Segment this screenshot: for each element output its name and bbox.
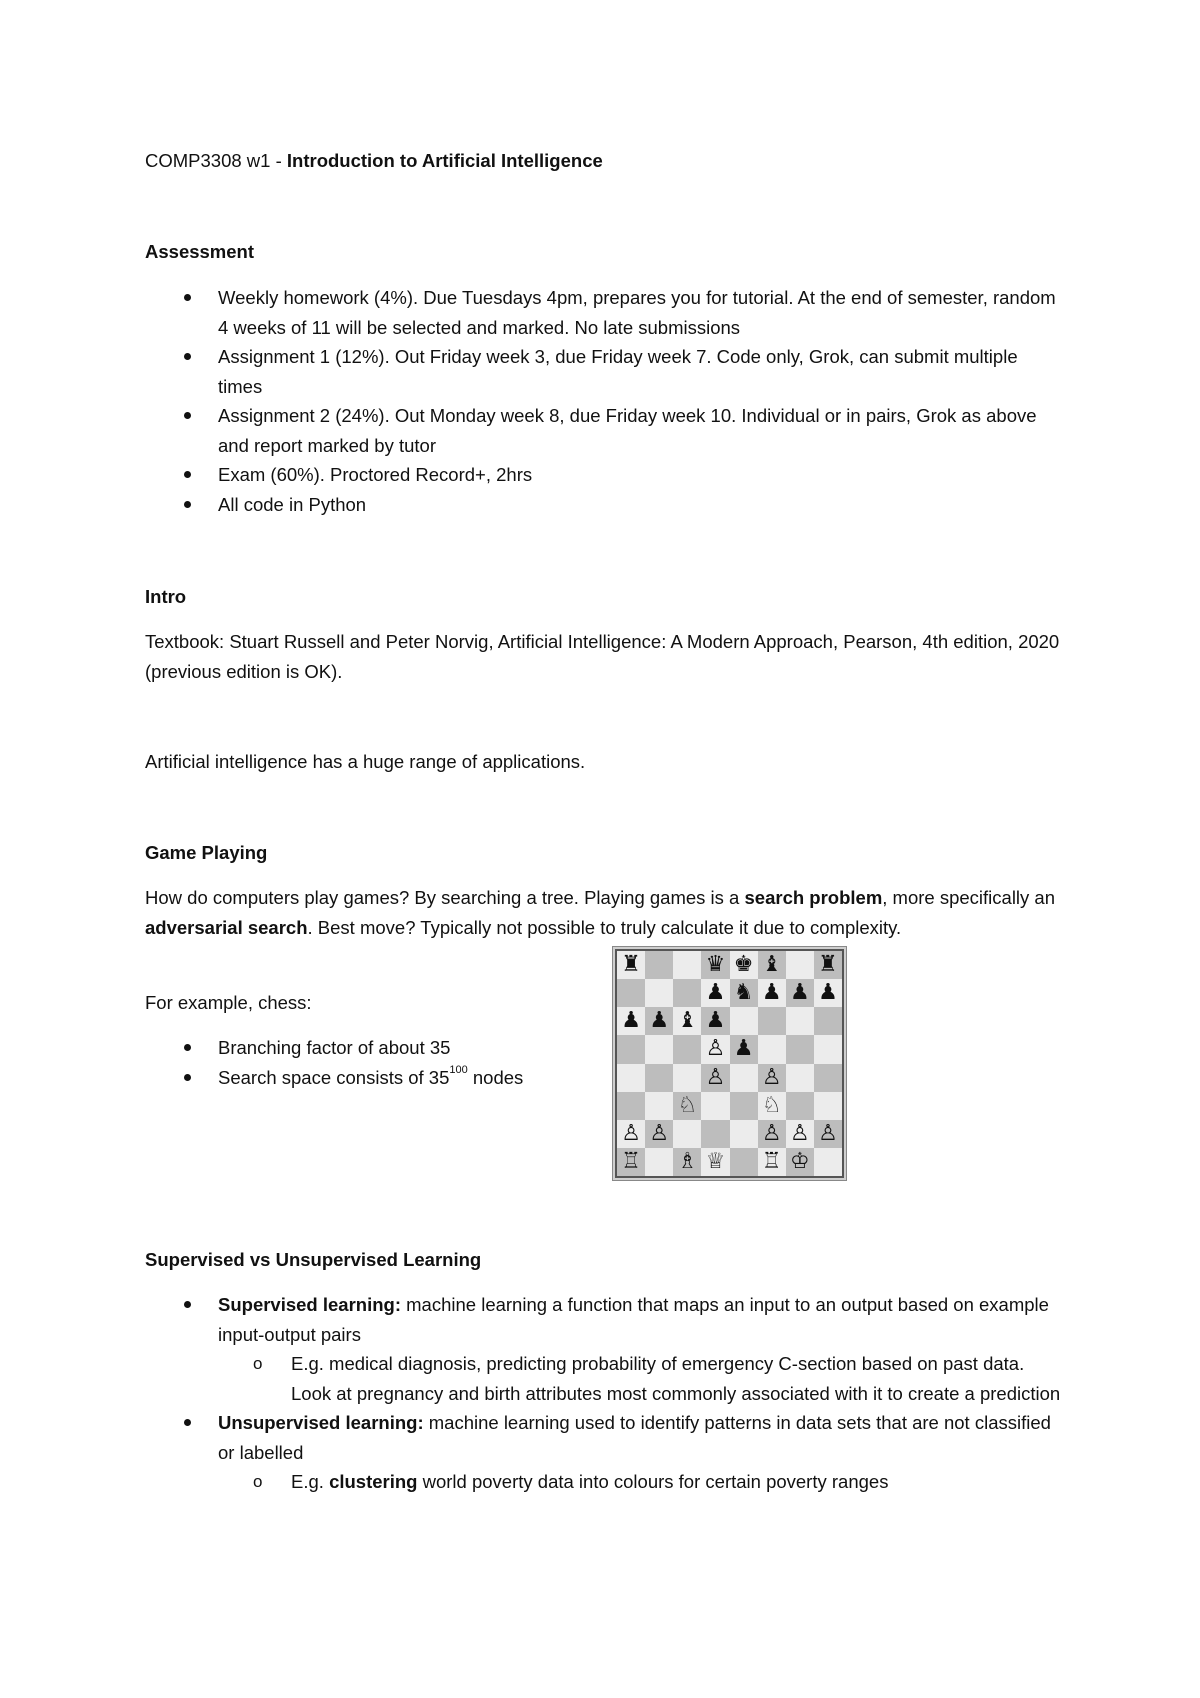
chess-square xyxy=(786,979,814,1007)
title-topic: Introduction to Artificial Intelligence xyxy=(286,150,603,171)
term-clustering: clustering xyxy=(329,1471,418,1492)
chess-square xyxy=(701,1007,729,1035)
chess-square xyxy=(673,1092,701,1120)
chess-square xyxy=(786,1064,814,1092)
chess-square xyxy=(758,1007,786,1035)
white-bishop-icon: ♗ xyxy=(677,1148,698,1174)
chess-square xyxy=(814,1035,842,1063)
white-knight-icon: ♘ xyxy=(677,1092,698,1118)
chess-square xyxy=(758,1120,786,1148)
white-pawn-icon: ♙ xyxy=(789,1120,810,1146)
chess-square xyxy=(617,1064,645,1092)
white-pawn-icon: ♙ xyxy=(649,1120,670,1146)
chess-square xyxy=(673,1035,701,1063)
white-queen-icon: ♕ xyxy=(705,1148,726,1174)
game-playing-paragraph xyxy=(145,883,1065,942)
chess-square xyxy=(730,1007,758,1035)
text-run: , more specifically an xyxy=(882,887,1056,908)
page-title xyxy=(145,146,1065,176)
chess-square xyxy=(786,1035,814,1063)
white-king-icon: ♔ xyxy=(789,1148,810,1174)
chess-square xyxy=(701,1120,729,1148)
game-playing-heading: Game Playing xyxy=(145,842,268,863)
list-item: Exam (60%). Proctored Record+, 2hrs xyxy=(145,460,1065,490)
chess-square xyxy=(758,951,786,979)
chess-example-line: For example, chess: xyxy=(145,992,312,1013)
chess-square xyxy=(645,979,673,1007)
chess-square xyxy=(673,1148,701,1176)
sub-list-item: o E.g. medical diagnosis, predicting probability of emergency C-section based on past data. Look at pregnancy and birth attributes most commonly associated with it to create a prediction xyxy=(218,1349,1065,1408)
textbook-paragraph: Textbook: Stuart Russell and Peter Norvig, Artificial Intelligence: A Modern Approach, Pearson, 4th edition, 2020 (previous edition is OK). xyxy=(145,631,1060,682)
white-pawn-icon: ♙ xyxy=(705,1064,726,1090)
list-item xyxy=(145,1290,1065,1408)
chess-square xyxy=(730,1064,758,1092)
text-run: world poverty data into colours for certain poverty ranges xyxy=(417,1471,889,1492)
chess-square xyxy=(645,951,673,979)
chess-square xyxy=(673,1064,701,1092)
chess-square xyxy=(645,1120,673,1148)
exponent: 100 xyxy=(449,1064,468,1077)
chess-facts-list xyxy=(145,1033,1065,1092)
chess-square xyxy=(758,1092,786,1120)
text-run: Search space consists of 35 xyxy=(218,1066,450,1088)
chess-square xyxy=(786,1092,814,1120)
chess-square xyxy=(645,1092,673,1120)
white-pawn-icon: ♙ xyxy=(818,1120,838,1146)
white-pawn-icon: ♙ xyxy=(761,1064,782,1090)
white-pawn-icon: ♙ xyxy=(761,1120,782,1146)
chess-square xyxy=(673,1120,701,1148)
chess-square xyxy=(617,979,645,1007)
black-pawn-icon: ♟ xyxy=(705,1008,726,1034)
assessment-heading: Assessment xyxy=(145,241,255,262)
text-run: . Best move? Typically not possible to truly calculate it due to complexity. xyxy=(307,916,902,938)
chess-square xyxy=(814,1007,842,1035)
chess-square xyxy=(645,1035,673,1063)
chess-board-image xyxy=(615,949,844,1178)
chess-square xyxy=(617,1148,645,1176)
chess-square xyxy=(730,1120,758,1148)
chess-square xyxy=(730,1148,758,1176)
chess-square xyxy=(786,1120,814,1148)
black-pawn-icon: ♟ xyxy=(621,1008,641,1034)
assessment-list xyxy=(145,283,1065,519)
black-pawn-icon: ♟ xyxy=(789,980,810,1006)
black-knight-icon: ♞ xyxy=(733,980,754,1006)
black-pawn-icon: ♟ xyxy=(649,1008,670,1034)
term-supervised-learning: Supervised learning: xyxy=(218,1294,401,1315)
chess-square xyxy=(758,979,786,1007)
title-course-code: COMP3308 w1 - xyxy=(145,150,287,171)
term-adversarial-search: adversarial search xyxy=(145,916,308,938)
chess-square xyxy=(701,951,729,979)
chess-square xyxy=(730,1035,758,1063)
black-rook-icon: ♜ xyxy=(818,952,838,978)
list-item xyxy=(145,1063,1065,1093)
chess-square xyxy=(786,1148,814,1176)
chess-square xyxy=(730,1092,758,1120)
chess-square xyxy=(730,979,758,1007)
list-item: Branching factor of about 35 xyxy=(145,1033,1065,1063)
chess-square xyxy=(645,1064,673,1092)
list-item: Assignment 1 (12%). Out Friday week 3, due Friday week 7. Code only, Grok, can submit multiple times xyxy=(145,342,1065,401)
black-bishop-icon: ♝ xyxy=(761,952,782,978)
term-search-problem: search problem xyxy=(744,887,883,908)
applications-paragraph: Artificial intelligence has a huge range of applications. xyxy=(145,751,586,772)
list-item xyxy=(145,1408,1065,1497)
chess-square xyxy=(814,1064,842,1092)
chess-square xyxy=(617,951,645,979)
black-rook-icon: ♜ xyxy=(621,952,641,978)
chess-square xyxy=(701,1092,729,1120)
chess-square xyxy=(814,979,842,1007)
chess-square xyxy=(701,979,729,1007)
black-pawn-icon: ♟ xyxy=(705,980,726,1006)
white-rook-icon: ♖ xyxy=(621,1148,641,1174)
chess-square xyxy=(730,951,758,979)
list-item: Weekly homework (4%). Due Tuesdays 4pm, prepares you for tutorial. At the end of semester, random 4 weeks of 11 will be selected and marked. No late submissions xyxy=(145,283,1065,342)
chess-square xyxy=(701,1035,729,1063)
chess-square xyxy=(645,1007,673,1035)
text-run: nodes xyxy=(467,1066,524,1088)
chess-square xyxy=(758,1148,786,1176)
white-pawn-icon: ♙ xyxy=(705,1036,726,1062)
chess-square xyxy=(814,1092,842,1120)
sub-list-item xyxy=(218,1467,1065,1497)
chess-square xyxy=(617,1120,645,1148)
chess-square xyxy=(645,1148,673,1176)
white-rook-icon: ♖ xyxy=(761,1148,782,1174)
chess-square xyxy=(814,1148,842,1176)
chess-square xyxy=(617,1092,645,1120)
black-queen-icon: ♛ xyxy=(705,952,726,978)
learning-list xyxy=(145,1290,1065,1497)
chess-square xyxy=(701,1148,729,1176)
black-king-icon: ♚ xyxy=(733,952,754,978)
text-run: E.g. xyxy=(291,1471,330,1492)
term-unsupervised-learning: Unsupervised learning: xyxy=(218,1412,424,1433)
chess-square xyxy=(673,1007,701,1035)
chess-square xyxy=(758,1035,786,1063)
black-pawn-icon: ♟ xyxy=(761,980,782,1006)
chess-square xyxy=(814,951,842,979)
chess-square xyxy=(786,951,814,979)
chess-square xyxy=(673,979,701,1007)
black-bishop-icon: ♝ xyxy=(677,1008,698,1034)
chess-square xyxy=(758,1064,786,1092)
chess-square xyxy=(673,951,701,979)
black-pawn-icon: ♟ xyxy=(733,1036,754,1062)
intro-heading: Intro xyxy=(145,586,187,607)
list-item: Assignment 2 (24%). Out Monday week 8, due Friday week 10. Individual or in pairs, Grok as above and report marked by tutor xyxy=(145,401,1065,460)
black-pawn-icon: ♟ xyxy=(818,980,838,1006)
learning-heading: Supervised vs Unsupervised Learning xyxy=(145,1249,482,1270)
chess-square xyxy=(617,1007,645,1035)
text-run: How do computers play games? By searching a tree. Playing games is a xyxy=(145,887,745,908)
list-item: All code in Python xyxy=(145,490,1065,520)
text-run: machine learning a function that maps an input to an output based on example input-output pairs xyxy=(218,1294,1049,1345)
chess-square xyxy=(786,1007,814,1035)
white-pawn-icon: ♙ xyxy=(621,1120,641,1146)
chess-square xyxy=(814,1120,842,1148)
chess-square xyxy=(617,1035,645,1063)
text-run: machine learning used to identify patterns in data sets that are not classified or labelled xyxy=(218,1412,1051,1463)
white-knight-icon: ♘ xyxy=(761,1092,782,1118)
chess-square xyxy=(701,1064,729,1092)
